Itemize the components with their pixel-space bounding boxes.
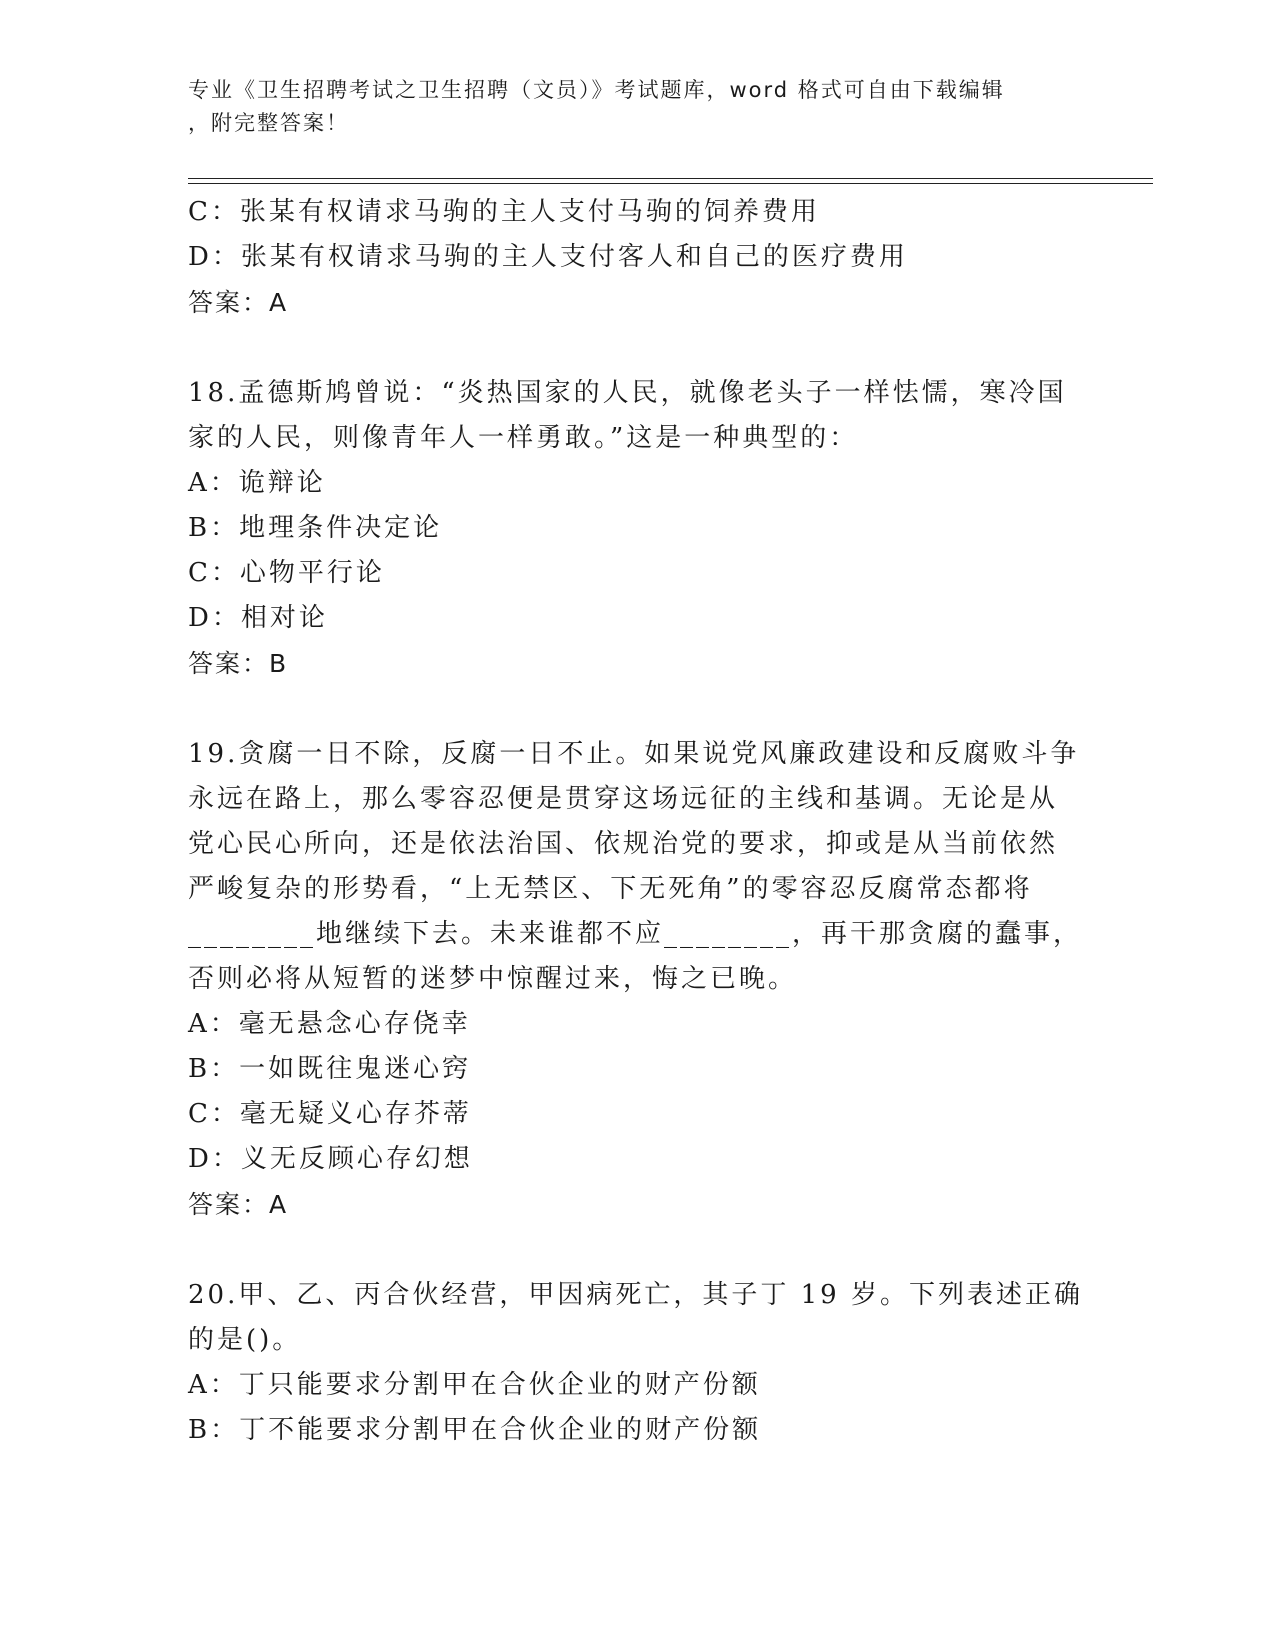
question-content xyxy=(188,190,1088,1453)
q18-stem-line: 家的人民，则像青年人一样勇敢。”这是一种典型的： xyxy=(188,423,859,453)
q17-answer: 答案：A xyxy=(188,288,289,317)
q20-option-b: B：丁不能要求分割甲在合伙企业的财产份额 xyxy=(188,1415,762,1445)
q18-answer: 答案：B xyxy=(188,649,289,678)
q18-stem-line: 18.孟德斯鸠曾说：“炎热国家的人民，就像老头子一样怯懦，寒冷国 xyxy=(188,378,1067,408)
q19-option-a: A：毫无悬念心存侥幸 xyxy=(188,1009,471,1039)
q17-option-c: C：张某有权请求马驹的主人支付马驹的饲养费用 xyxy=(188,197,820,227)
q17-option-d: D：张某有权请求马驹的主人支付客人和自己的医疗费用 xyxy=(188,242,908,272)
header-line-1: 专业《卫生招聘考试之卫生招聘（文员）》考试题库，word 格式可自由下载编辑 xyxy=(188,78,1005,102)
q20-stem-line: 20.甲、乙、丙合伙经营，甲因病死亡，其子丁 19 岁。下列表述正确 xyxy=(188,1280,1083,1310)
q19-stem-line: 党心民心所向，还是依法治国、依规治党的要求，抑或是从当前依然 xyxy=(188,829,1059,859)
q19-answer: 答案：A xyxy=(188,1190,289,1219)
q18-option-c: C：心物平行论 xyxy=(188,558,385,588)
q19-option-b: B：一如既往鬼迷心窍 xyxy=(188,1054,472,1084)
q19-stem-line: 永远在路上，那么零容忍便是贯穿这场远征的主线和基调。无论是从 xyxy=(188,784,1059,814)
q19-stem-line: ________地继续下去。未来谁都不应________，再干那贪腐的蠢事， xyxy=(188,919,1083,949)
header-divider xyxy=(188,178,1153,179)
question-20 xyxy=(188,1273,1088,1453)
document-header xyxy=(188,74,1088,140)
q19-stem-line: 严峻复杂的形势看，“上无禁区、下无死角”的零容忍反腐常态都将 xyxy=(188,874,1033,904)
header-line-2: ，附完整答案！ xyxy=(188,111,349,135)
q18-option-b: B：地理条件决定论 xyxy=(188,513,443,543)
q19-stem-line: 19.贪腐一日不除，反腐一日不止。如果说党风廉政建设和反腐败斗争 xyxy=(188,739,1080,769)
question-18 xyxy=(188,371,1088,686)
header-divider-thick xyxy=(188,183,1153,184)
q20-option-a: A：丁只能要求分割甲在合伙企业的财产份额 xyxy=(188,1370,761,1400)
question-19 xyxy=(188,732,1088,1227)
q20-stem-line: 的是()。 xyxy=(188,1325,302,1355)
q19-option-c: C：毫无疑义心存芥蒂 xyxy=(188,1099,472,1129)
question-17 xyxy=(188,190,1088,325)
q18-option-d: D：相对论 xyxy=(188,603,328,633)
q19-stem-line: 否则必将从短暂的迷梦中惊醒过来，悔之已晚。 xyxy=(188,964,798,994)
q19-option-d: D：义无反顾心存幻想 xyxy=(188,1144,473,1174)
q18-option-a: A：诡辩论 xyxy=(188,468,326,498)
